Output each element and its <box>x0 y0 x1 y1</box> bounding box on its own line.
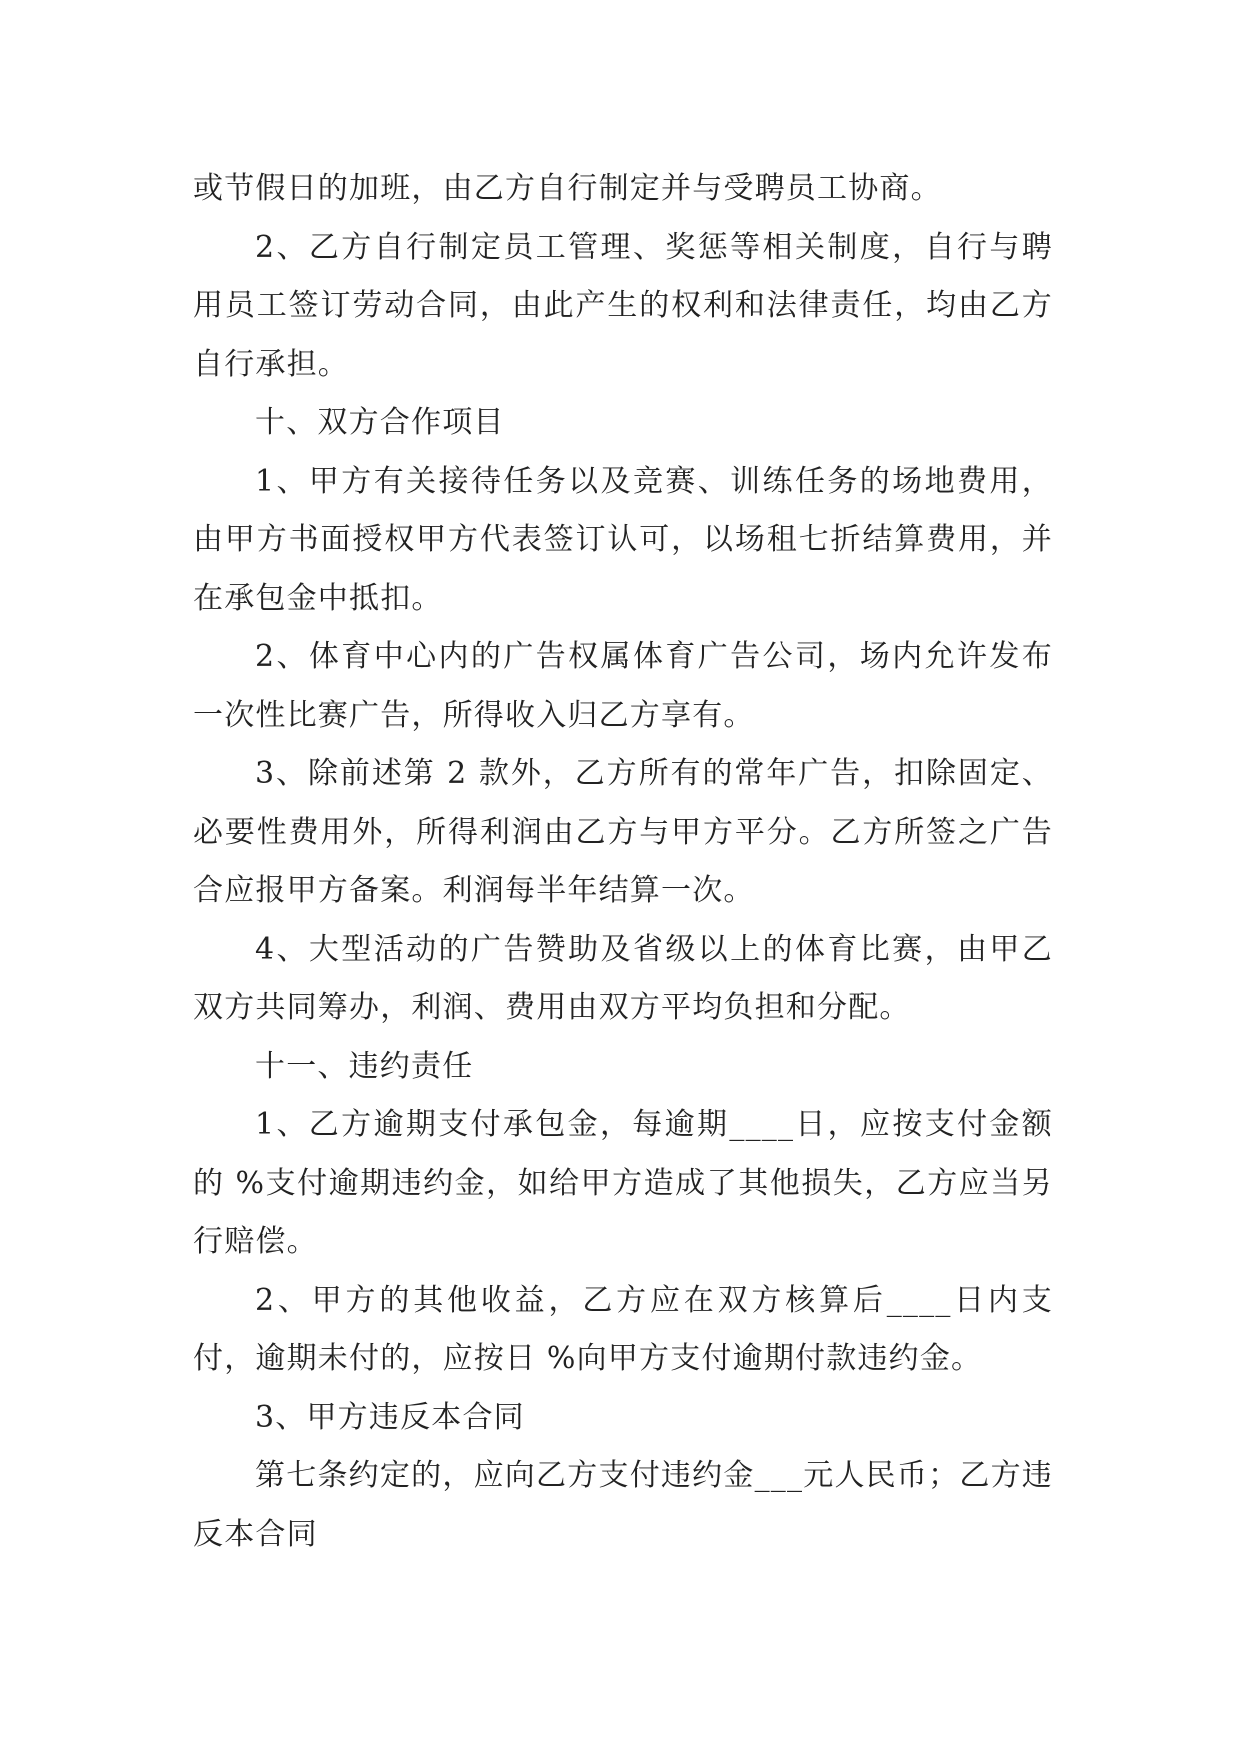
paragraph-overtime-continuation: 或节假日的加班，由乙方自行制定并与受聘员工协商。 <box>193 171 942 206</box>
paragraph-clause-10-4: 4、大型活动的广告赞助及省级以上的体育比赛，由甲乙双方共同筹办，利润、费用由双方平均负担和分配。 <box>193 931 1053 1025</box>
paragraph-clause-11-3-continued: 第七条约定的，应向乙方支付违约金___元人民币；乙方违反本合同 <box>193 1458 1053 1552</box>
document-body <box>193 160 1053 1564</box>
paragraph-clause-11-1: 1、乙方逾期支付承包金，每逾期____日，应按支付金额的 %支付逾期违约金，如给甲方造成了其他损失，乙方应当另行赔偿。 <box>193 1107 1053 1259</box>
paragraph-clause-10-2: 2、体育中心内的广告权属体育广告公司，场内允许发布一次性比赛广告，所得收入归乙方享有。 <box>193 639 1053 733</box>
paragraph-clause-11-2: 2、甲方的其他收益，乙方应在双方核算后____日内支付，逾期未付的，应按日 %向甲方支付逾期付款违约金。 <box>193 1282 1053 1376</box>
section-heading-cooperation: 十、双方合作项目 <box>255 405 505 440</box>
paragraph-clause-11-3: 3、甲方违反本合同 <box>255 1399 525 1435</box>
paragraph-clause-10-3: 3、除前述第 2 款外，乙方所有的常年广告，扣除固定、必要性费用外，所得利润由乙方与甲方平分。乙方所签之广告合应报甲方备案。利润每半年结算一次。 <box>193 756 1053 908</box>
paragraph-clause-9-2: 2、乙方自行制定员工管理、奖惩等相关制度，自行与聘用员工签订劳动合同，由此产生的权利和法律责任，均由乙方自行承担。 <box>193 229 1053 382</box>
section-heading-liability: 十一、违约责任 <box>255 1048 474 1084</box>
paragraph-clause-10-1: 1、甲方有关接待任务以及竞赛、训练任务的场地费用，由甲方书面授权甲方代表签订认可，以场租七折结算费用，并在承包金中抵扣。 <box>193 463 1053 616</box>
